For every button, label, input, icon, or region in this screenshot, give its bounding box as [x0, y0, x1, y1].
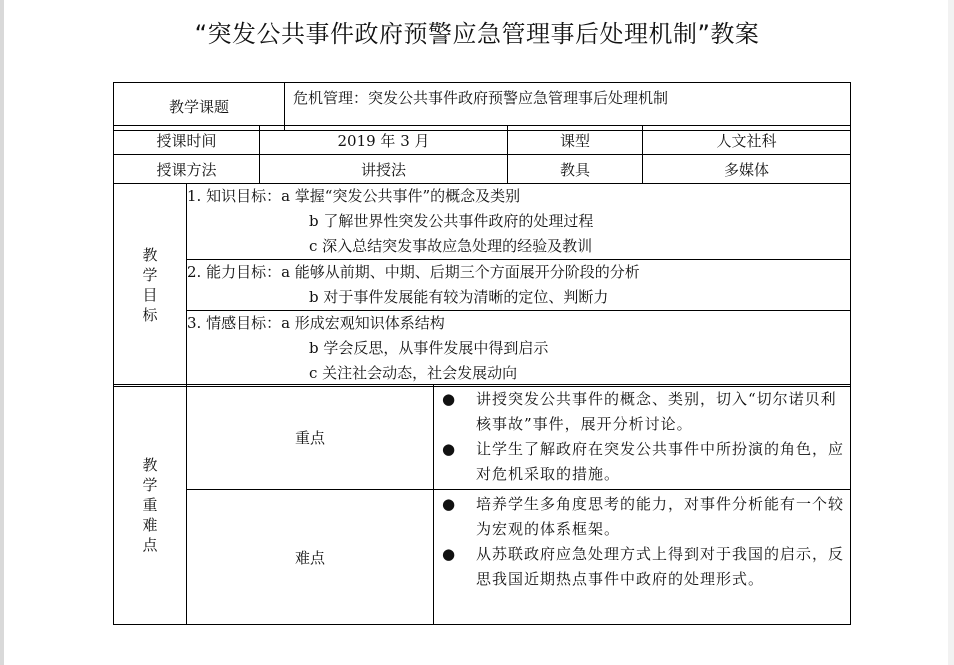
objective-line: c 关注社会动态，社会发展动向: [309, 364, 518, 382]
bullet-icon: ●: [442, 545, 456, 563]
objective-line: 3. 情感目标：a 形成宏观知识体系结构: [187, 314, 445, 332]
method-label: 授课方法: [114, 155, 260, 184]
emphasis-points: [434, 385, 851, 490]
list-item-text: 培养学生多角度思考的能力，对事件分析能有一个较为宏观的体系框架。: [476, 495, 845, 538]
topic-row: [114, 83, 851, 131]
objective-line: b 对于事件发展能有较为清晰的定位、判断力: [309, 288, 609, 306]
objective-line: b 学会反思，从事件发展中得到启示: [309, 339, 549, 357]
list-item-text: 讲授突发公共事件的概念、类别，切入“切尔诺贝利核事故”事件，展开分析讨论。: [476, 390, 837, 433]
bullet-icon: ●: [442, 390, 456, 408]
objective-line: 2. 能力目标：a 能够从前期、中期、后期三个方面展开分阶段的分析: [187, 263, 640, 281]
list-item-text: 让学生了解政府在突发公共事件中所扮演的角色，应对危机采取的措施。: [476, 440, 845, 483]
objective-row-ability: [114, 260, 851, 311]
objectives-table: [113, 183, 851, 387]
topic-value: 危机管理：突发公共事件政府预警应急管理事后处理机制: [285, 83, 851, 131]
objective-line: b 了解世界性突发公共事件政府的处理过程: [309, 212, 594, 230]
objective-row-knowledge: [114, 184, 851, 260]
course-type-value: 人文社科: [643, 126, 851, 155]
topic-label: 教学课题: [114, 83, 285, 131]
window-left-edge: [0, 0, 4, 665]
list-item: [442, 492, 844, 542]
ability-objective: [187, 260, 851, 311]
bullet-icon: ●: [442, 440, 456, 458]
objectives-label: 教 学 目 标: [114, 184, 187, 387]
difficulty-points: [434, 490, 851, 625]
document-title: “突发公共事件政府预警应急管理事后处理机制”教案: [194, 20, 760, 48]
difficulty-label: 难点: [187, 490, 434, 625]
time-value: 2019 年 3 月: [260, 126, 508, 155]
scrollbar-track[interactable]: [948, 0, 954, 665]
objective-row-emotion: [114, 311, 851, 387]
time-row: [114, 126, 851, 155]
course-type-label: 课型: [508, 126, 643, 155]
difficulty-row: [114, 490, 851, 625]
knowledge-objective: [187, 184, 851, 260]
topic-table: [113, 82, 851, 131]
teaching-aid-value: 多媒体: [643, 155, 851, 184]
method-row: [114, 155, 851, 184]
emphasis-row: [114, 385, 851, 490]
objective-line: 1. 知识目标：a 掌握“突发公共事件”的概念及类别: [187, 187, 521, 205]
objective-line: c 深入总结突发事故应急处理的经验及教训: [309, 237, 593, 255]
teaching-aid-label: 教具: [508, 155, 643, 184]
info-table: [113, 125, 851, 184]
key-points-table: [113, 384, 851, 625]
time-label: 授课时间: [114, 126, 260, 155]
list-item: [442, 387, 844, 437]
list-item: [442, 437, 844, 487]
emotion-objective: [187, 311, 851, 387]
bullet-icon: ●: [442, 495, 456, 513]
list-item-text: 从苏联政府应急处理方式上得到对于我国的启示，反思我国近期热点事件中政府的处理形式。: [476, 545, 845, 588]
method-value: 讲授法: [260, 155, 508, 184]
key-points-label: 教 学 重 难 点: [114, 385, 187, 625]
list-item: [442, 542, 844, 592]
emphasis-label: 重点: [187, 385, 434, 490]
